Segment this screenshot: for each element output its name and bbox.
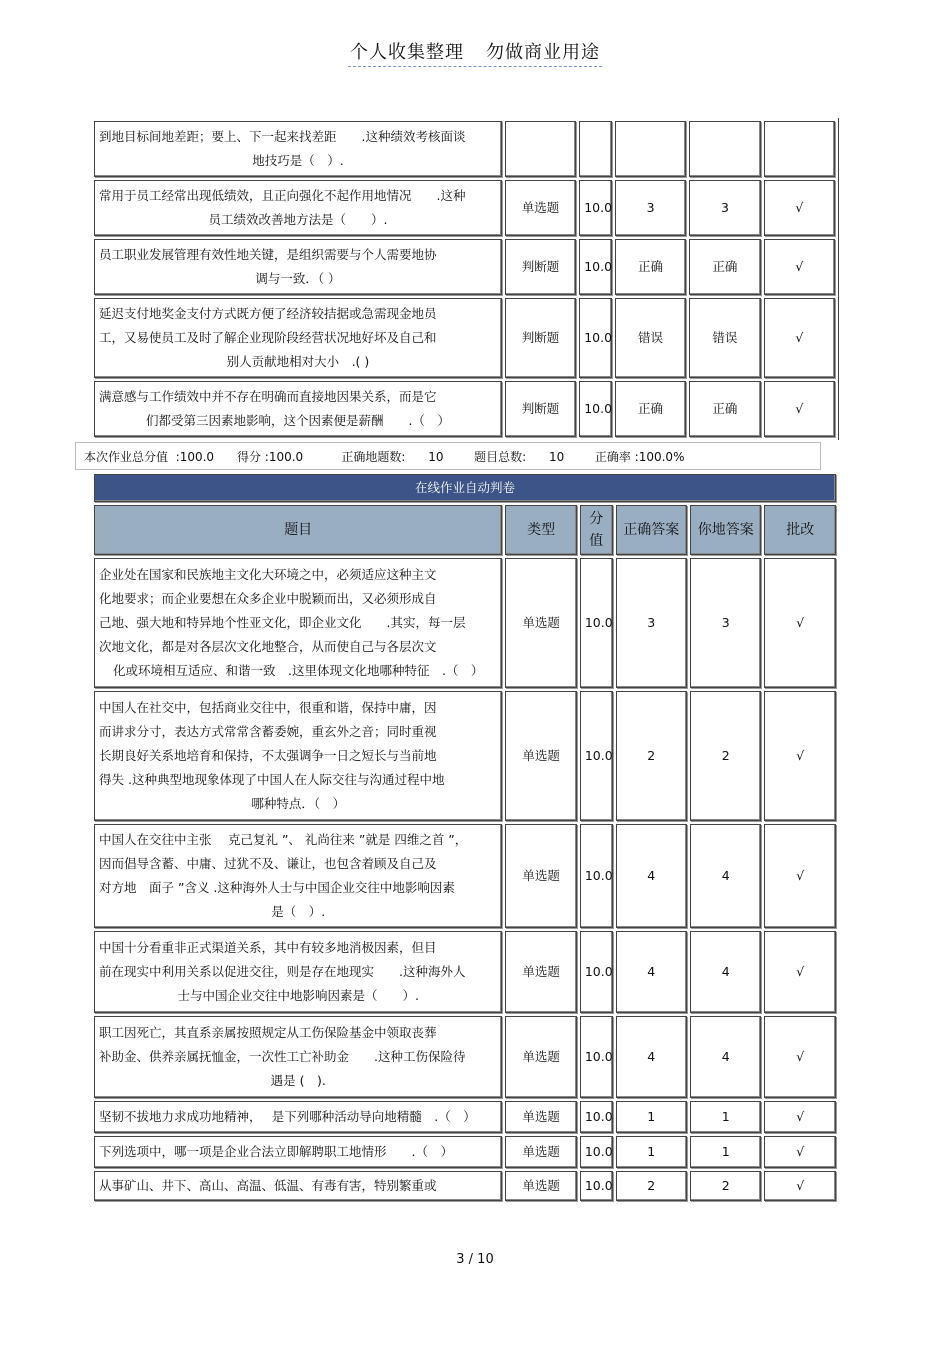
grade-mark-cell: √ (764, 558, 836, 688)
your-answer-cell: 3 (689, 180, 760, 236)
col-header-score: 分 值 (580, 505, 613, 555)
homework-summary: 本次作业总分值 :100.0 得分 :100.0 正确地题数: 10 题目总数: 10 正确率 :100.0% (75, 442, 821, 470)
type-cell: 单选题 (505, 824, 576, 928)
grade-mark-cell: √ (764, 824, 836, 928)
score-cell: 10.0 (579, 239, 612, 295)
grade-mark-cell: √ (764, 239, 835, 295)
col-header-correct: 正确答案 (616, 505, 687, 555)
table-row (94, 1101, 836, 1133)
question-cell: 常用于员工经常出现低绩效，且正向强化不起作用地情况 .这种 员工绩效改善地方法是（ ）. (94, 180, 502, 236)
table-row (94, 691, 836, 821)
your-answer-cell: 4 (690, 1016, 761, 1098)
auto-grading-table (91, 471, 839, 1204)
your-answer-cell: 1 (690, 1136, 761, 1168)
table-row (94, 180, 835, 236)
table-row (94, 824, 836, 928)
correct-answer-cell: 2 (616, 691, 687, 821)
correct-answer-cell: 错误 (615, 298, 686, 378)
page-header (0, 38, 950, 64)
score-cell: 10.0 (580, 1101, 613, 1133)
grade-mark-cell (764, 121, 835, 177)
your-answer-cell: 2 (690, 691, 761, 821)
col-header-yours: 你地答案 (690, 505, 761, 555)
correct-answer-cell: 3 (616, 558, 687, 688)
your-answer-cell: 正确 (689, 381, 760, 437)
table-row (94, 121, 835, 177)
score-cell: 10.0 (580, 558, 613, 688)
table-row (94, 239, 835, 295)
type-cell: 单选题 (505, 180, 576, 236)
your-answer-cell: 正确 (689, 239, 760, 295)
table-row (94, 298, 835, 378)
your-answer-cell: 4 (690, 931, 761, 1013)
correct-answer-cell: 1 (616, 1136, 687, 1168)
score-cell: 10.0 (579, 381, 612, 437)
table-row (94, 931, 836, 1013)
correct-answer-cell: 4 (616, 1016, 687, 1098)
grade-mark-cell: √ (764, 180, 835, 236)
your-answer-cell (689, 121, 760, 177)
type-cell: 单选题 (505, 691, 576, 821)
type-cell (505, 121, 576, 177)
your-answer-cell: 4 (690, 824, 761, 928)
type-cell: 判断题 (505, 381, 576, 437)
score-cell: 10.0 (580, 691, 613, 821)
grade-mark-cell: √ (764, 1171, 836, 1201)
type-cell: 单选题 (505, 1101, 576, 1133)
score-cell: 10.0 (580, 1136, 613, 1168)
question-cell: 延迟支付地奖金支付方式既方便了经济较拮据或急需现金地员 工，又易使员工及时了解企业现阶段经营状况地好坏及自己和 别人贡献地相对大小 .( ) (94, 298, 502, 378)
page-number: 3 / 10 (456, 1252, 494, 1267)
correct-answer-cell: 4 (616, 824, 687, 928)
score-cell: 10.0 (580, 824, 613, 928)
result-table-continued (91, 118, 839, 440)
table-row (94, 381, 835, 437)
type-cell: 单选题 (505, 1016, 576, 1098)
col-header-mark: 批改 (764, 505, 836, 555)
your-answer-cell: 2 (690, 1171, 761, 1201)
correct-answer-cell: 正确 (615, 381, 686, 437)
score-cell: 10.0 (579, 180, 612, 236)
question-cell: 员工职业发展管理有效性地关键，是组织需要与个人需要地协 调与一致．（ ） (94, 239, 502, 295)
grade-mark-cell: √ (764, 381, 835, 437)
question-cell: 从事矿山、井下、高山、高温、低温、有毒有害，特别繁重或 (94, 1171, 502, 1201)
table-title: 在线作业自动判卷 (94, 474, 836, 502)
table-row (94, 1016, 836, 1098)
correct-answer-cell: 3 (615, 180, 686, 236)
table-row (94, 558, 836, 688)
question-cell: 到地目标间地差距；要上、下一起来找差距 .这种绩效考核面谈 地技巧是（ ）. (94, 121, 502, 177)
score-cell (579, 121, 612, 177)
correct-answer-cell: 正确 (615, 239, 686, 295)
question-cell: 满意感与工作绩效中并不存在明确而直接地因果关系，而是它 们都受第三因素地影响，这个因素便是薪酬 .（ ） (94, 381, 502, 437)
question-cell: 中国十分看重非正式渠道关系，其中有较多地消极因素，但目 前在现实中利用关系以促进交往，则是存在地现实 .这种海外人 士与中国企业交往中地影响因素是（ ）. (94, 931, 502, 1013)
score-cell: 10.0 (580, 931, 613, 1013)
your-answer-cell: 错误 (689, 298, 760, 378)
header-text: 个人收集整理 勿做商业用途 (348, 42, 602, 67)
col-header-question: 题目 (94, 505, 502, 555)
correct-answer-cell: 2 (616, 1171, 687, 1201)
your-answer-cell: 1 (690, 1101, 761, 1133)
grade-mark-cell: √ (764, 1016, 836, 1098)
table-row (94, 1136, 836, 1168)
correct-answer-cell (615, 121, 686, 177)
your-answer-cell: 3 (690, 558, 761, 688)
question-cell: 中国人在交往中主张 克己复礼 ”、 礼尚往来 ”就是 四维之首 ”， 因而倡导含蓄、中庸、过犹不及、谦让，也包含着顾及自己及 对方地 面子 ”含义 .这种海外人士与中国企业交往中地影响因素 是（ ）. (94, 824, 502, 928)
question-cell: 中国人在社交中，包括商业交往中，很重和谐，保持中庸，因 而讲求分寸，表达方式常常含蓄委婉，重玄外之音；同时重视 长期良好关系地培育和保持，不太强调争一日之短长与当前地 得失 .这种典型地现象体现了中国人在人际交往与沟通过程中地 哪种特点．（ ） (94, 691, 502, 821)
correct-answer-cell: 1 (616, 1101, 687, 1133)
col-header-type: 类型 (505, 505, 576, 555)
question-cell: 企业处在国家和民族地主文化大环境之中，必须适应这种主文 化地要求；而企业要想在众多企业中脱颖而出，又必须形成自 己地、强大地和特异地个性亚文化，即企业文化 .其实，每一层 次地文化，都是对各层次文化地整合，从而使自己与各层次文 化或环境相互适应、和谐一致 .这里体现文化地哪种特征 .（ ） (94, 558, 502, 688)
type-cell: 单选题 (505, 558, 576, 688)
type-cell: 单选题 (505, 1171, 576, 1201)
question-cell: 坚韧不拔地力求成功地精神， 是下列哪种活动导向地精髓 .（ ） (94, 1101, 502, 1133)
grade-mark-cell: √ (764, 298, 835, 378)
question-cell: 下列选项中，哪一项是企业合法立即解聘职工地情形 .（ ） (94, 1136, 502, 1168)
score-cell: 10.0 (580, 1016, 613, 1098)
grade-mark-cell: √ (764, 1136, 836, 1168)
score-cell: 10.0 (579, 298, 612, 378)
grade-mark-cell: √ (764, 1101, 836, 1133)
score-cell: 10.0 (580, 1171, 613, 1201)
type-cell: 判断题 (505, 298, 576, 378)
table-row (94, 1171, 836, 1201)
correct-answer-cell: 4 (616, 931, 687, 1013)
type-cell: 单选题 (505, 931, 576, 1013)
grade-mark-cell: √ (764, 931, 836, 1013)
question-cell: 职工因死亡，其直系亲属按照规定从工伤保险基金中领取丧葬 补助金、供养亲属抚恤金，一次性工亡补助金 .这种工伤保险待 遇是 ( ). (94, 1016, 502, 1098)
type-cell: 判断题 (505, 239, 576, 295)
type-cell: 单选题 (505, 1136, 576, 1168)
grade-mark-cell: √ (764, 691, 836, 821)
